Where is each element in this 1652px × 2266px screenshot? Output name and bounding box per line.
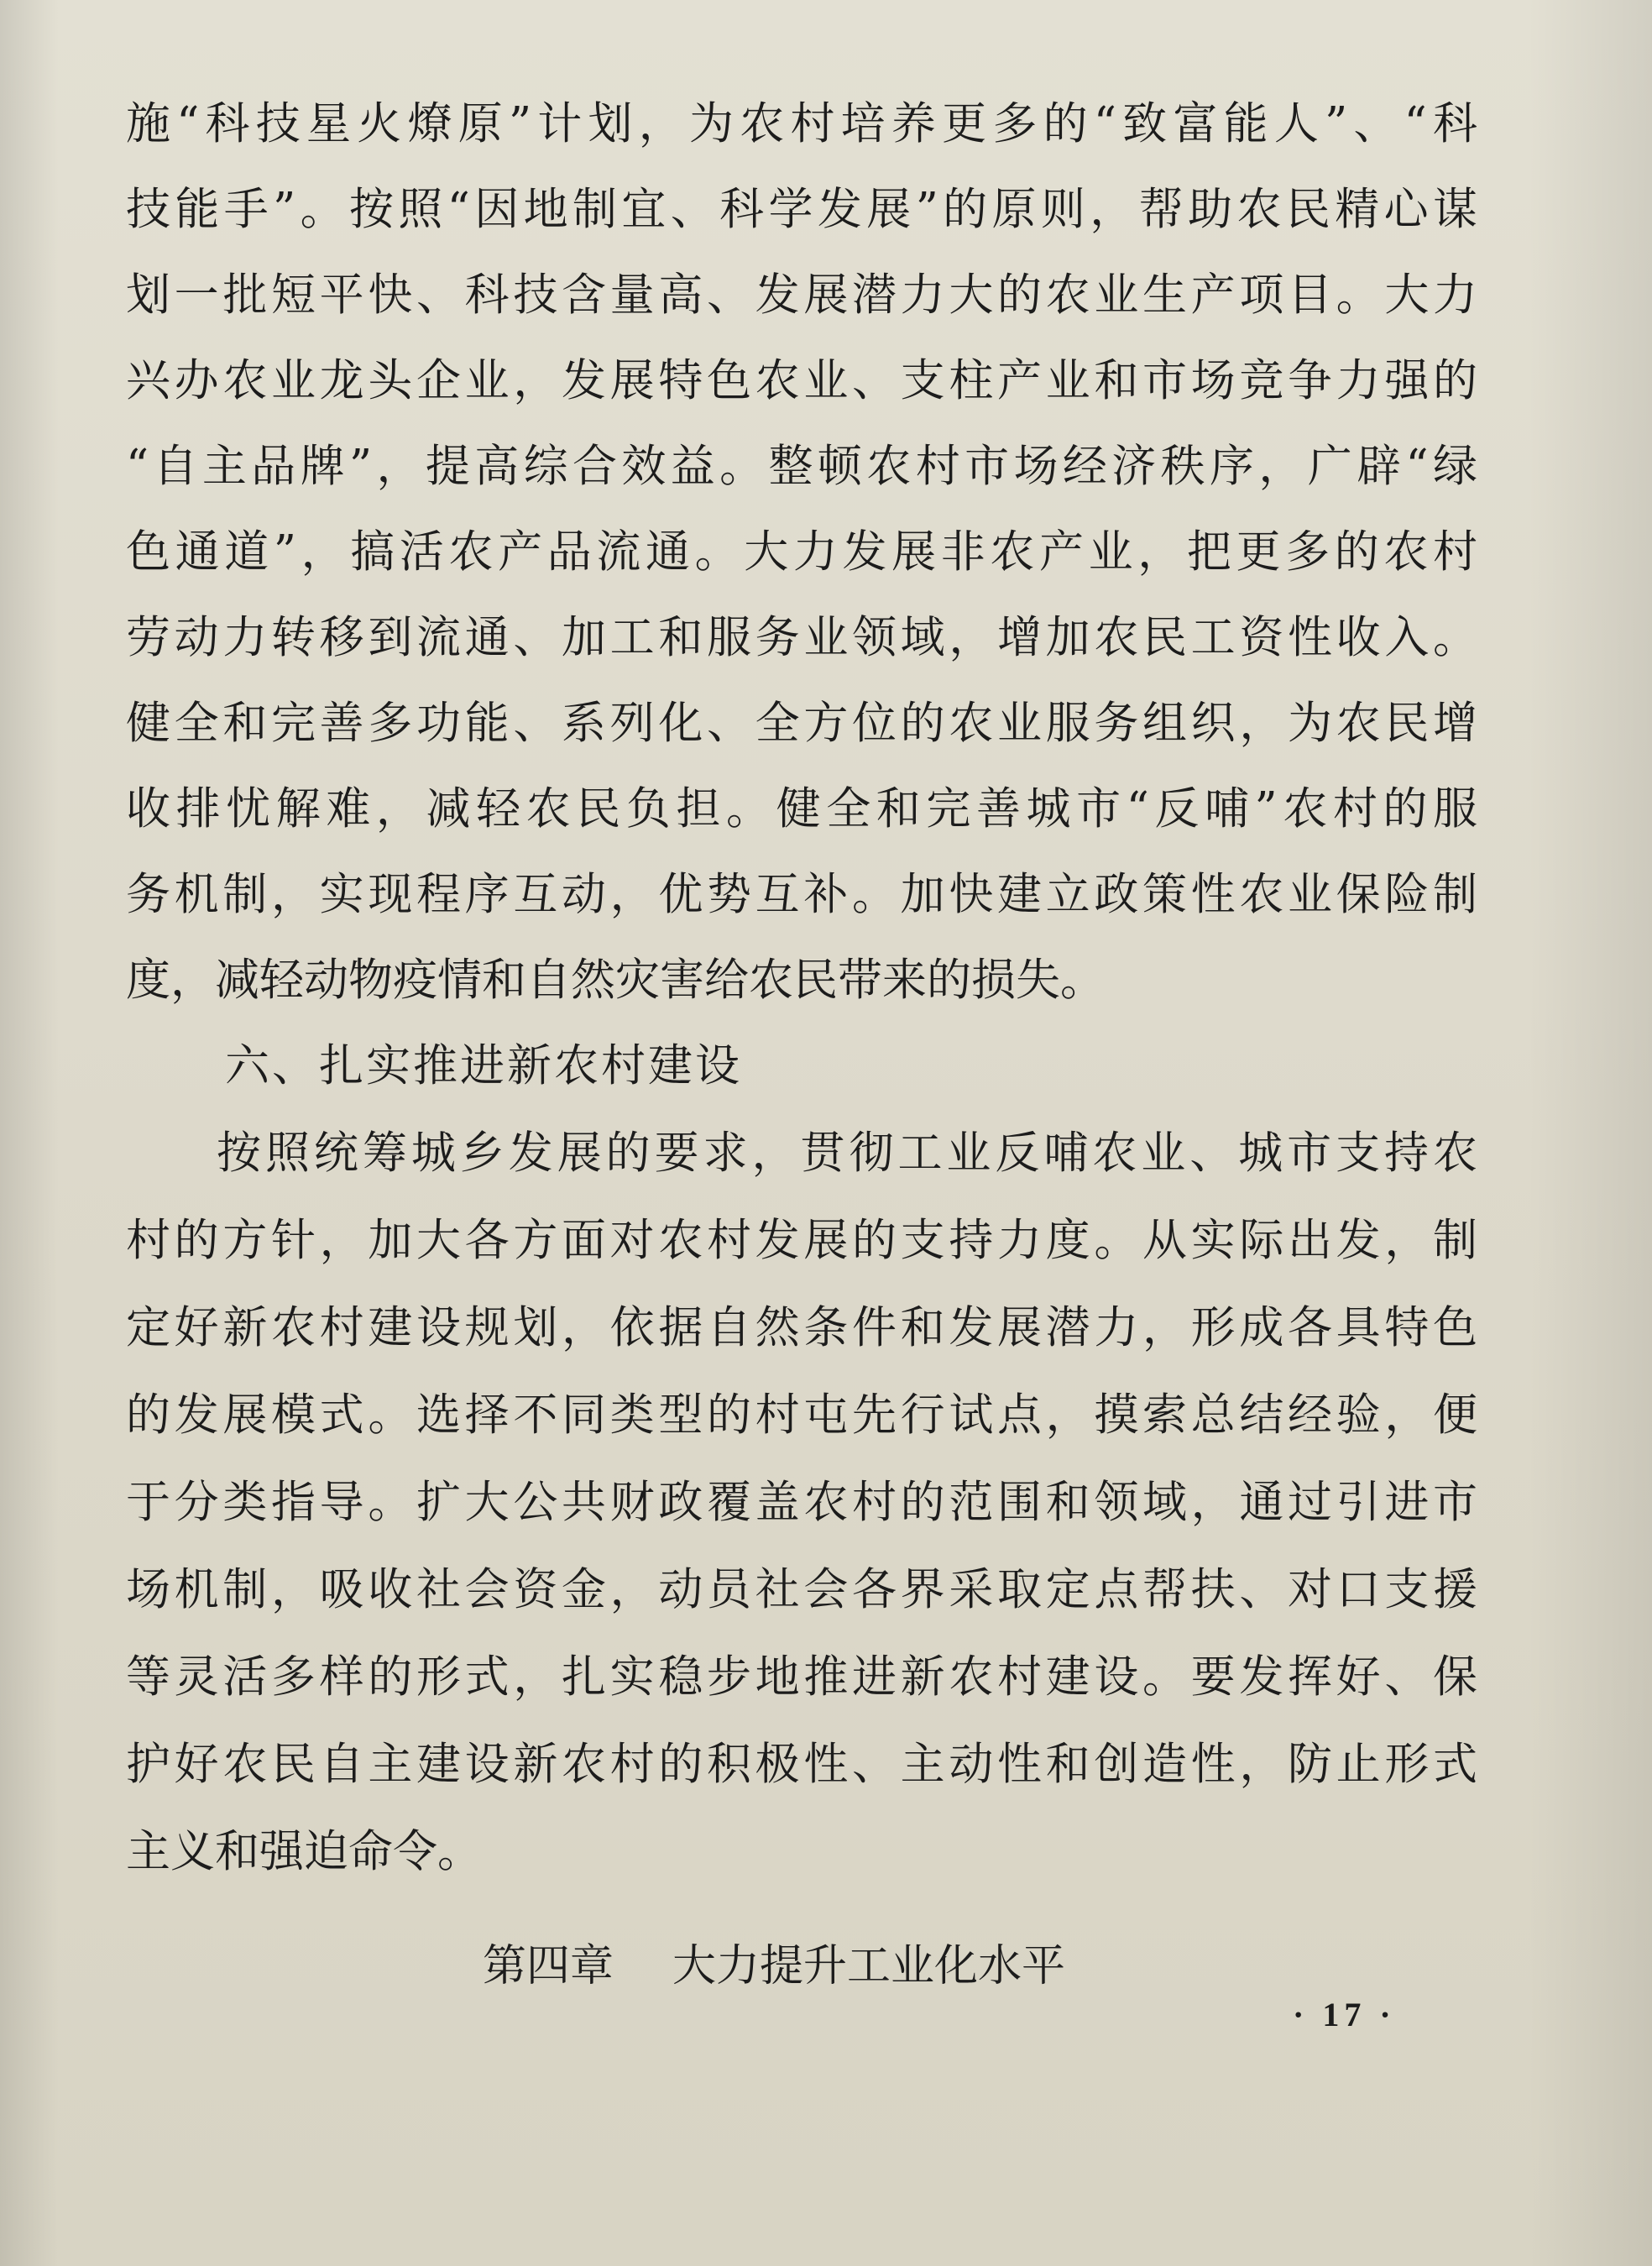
paragraph-line: 等灵活多样的形式，扎实稳步地推进新农村建设。要发挥好、保 xyxy=(126,1651,1477,1703)
paragraph-line: 的发展模式。选择不同类型的村屯先行试点，摸索总结经验，便 xyxy=(126,1389,1477,1441)
paragraph-line: 度，减轻动物疫情和自然灾害给农民带来的损失。 xyxy=(126,955,1105,1006)
paragraph-line: 于分类指导。扩大公共财政覆盖农村的范围和领域，通过引进市 xyxy=(126,1477,1477,1528)
paragraph-line: 场机制，吸收社会资金，动员社会各界采取定点帮扶、对口支援 xyxy=(126,1564,1477,1615)
paragraph-line: 村的方针，加大各方面对农村发展的支持力度。从实际出发，制 xyxy=(126,1215,1477,1266)
paragraph-line: 技能手”。按照“因地制宜、科学发展”的原则，帮助农民精心谋 xyxy=(126,184,1477,235)
paragraph-line: “自主品牌”，提高综合效益。整顿农村市场经济秩序，广辟“绿 xyxy=(126,441,1477,492)
paragraph-line: 主义和强迫命令。 xyxy=(126,1826,482,1877)
chapter-number: 第四章 xyxy=(483,1941,614,1991)
paragraph-line: 健全和完善多功能、系列化、全方位的农业服务组织，为农民增 xyxy=(126,698,1477,749)
paragraph-line: 兴办农业龙头企业，发展特色农业、支柱产业和市场竞争力强的 xyxy=(126,355,1477,406)
chapter-heading xyxy=(483,1933,1065,2000)
paragraph-line: 施“科技星火燎原”计划，为农村培养更多的“致富能人”、“科 xyxy=(126,98,1477,149)
page-number: · 17 · xyxy=(1293,1996,1396,2033)
paragraph-line: 护好农民自主建设新农村的积极性、主动性和创造性，防止形式 xyxy=(126,1739,1477,1790)
paragraph-line: 色通道”，搞活农产品流通。大力发展非农产业，把更多的农村 xyxy=(126,526,1477,578)
paragraph-line: 按照统筹城乡发展的要求，贯彻工业反哺农业、城市支持农 xyxy=(217,1128,1477,1179)
paragraph-line: 务机制，实现程序互动，优势互补。加快建立政策性农业保险制 xyxy=(126,869,1477,920)
paragraph-line: 定好新农村建设规划，依据自然条件和发展潜力，形成各具特色 xyxy=(126,1302,1477,1353)
section-heading: 六、扎实推进新农村建设 xyxy=(225,1040,742,1091)
paragraph-line: 划一批短平快、科技含量高、发展潜力大的农业生产项目。大力 xyxy=(126,270,1477,321)
chapter-title: 大力提升工业化水平 xyxy=(672,1941,1066,1991)
paragraph-line: 劳动力转移到流通、加工和服务业领域，增加农民工资性收入。 xyxy=(126,612,1477,663)
paragraph-line: 收排忧解难，减轻农民负担。健全和完善城市“反哺”农村的服 xyxy=(126,783,1477,835)
